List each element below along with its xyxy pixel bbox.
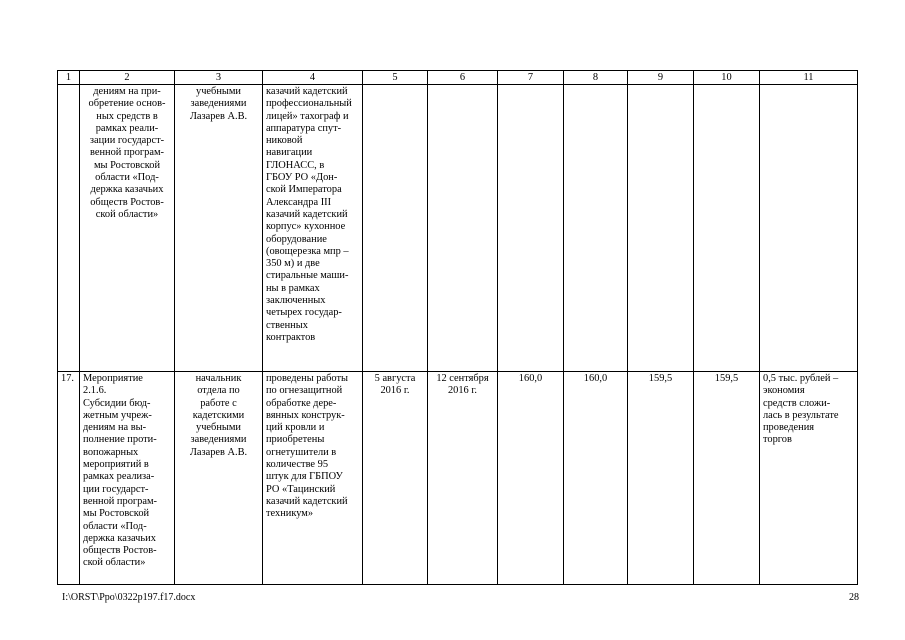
activity-cell: Мероприятие 2.1.6. Субсидии бюд- жетным учреж- дениям на вы- полнение проти- вопожарных мероприятий в рамках реализа- ции государст- венной програм- мы Ростовской области «Под- держка казачьих обществ Ростов- ской области»: [80, 372, 175, 585]
column-header: 11: [760, 71, 858, 85]
column-header: 7: [498, 71, 564, 85]
value-cell: 159,5: [628, 372, 694, 585]
result-cell: проведены работы по огнезащитной обработке дере- вянных конструк- ций кровли и приобретены огнетушители в количестве 95 штук для ГБПОУ РО «Тацинский казачий кадетский техникум»: [263, 372, 363, 585]
value-cell: 160,0: [498, 372, 564, 585]
column-header: 2: [80, 71, 175, 85]
row-number-cell: [58, 85, 80, 372]
note-cell: 0,5 тыс. рублей – экономия средств сложи- лась в результате проведения торгов: [760, 372, 858, 585]
column-header: 10: [694, 71, 760, 85]
column-header: 6: [428, 71, 498, 85]
value-cell: [564, 85, 628, 372]
end-date-cell: [428, 85, 498, 372]
table-row: [58, 372, 858, 585]
column-header: 5: [363, 71, 428, 85]
activity-cell: дениям на при- обретение основ- ных средств в рамках реали- зации государст- венной програм- мы Ростовской области «Под- держка казачьих обществ Ростов- ской области»: [80, 85, 175, 372]
page-number: 28: [849, 592, 859, 603]
column-header: 3: [175, 71, 263, 85]
value-cell: 159,5: [694, 372, 760, 585]
value-cell: [628, 85, 694, 372]
responsible-cell: начальник отдела по работе с кадетскими учебными заведениями Лазарев А.В.: [175, 372, 263, 585]
result-cell: казачий кадетский профессиональный лицей» тахограф и аппаратура спут- никовой навигации ГЛОНАСС, в ГБОУ РО «Дон- ской Императора Александра III казачий кадетский корпус» кухонное оборудование (овощерезка мпр – 350 м) и две стиральные маши- ны в рамках заключенных четырех государ- ственных контрактов: [263, 85, 363, 372]
file-path: I:\ORST\Ppo\0322p197.f17.docx: [62, 592, 196, 603]
note-cell: [760, 85, 858, 372]
start-date-cell: 5 августа 2016 г.: [363, 372, 428, 585]
responsible-cell: учебными заведениями Лазарев А.В.: [175, 85, 263, 372]
start-date-cell: [363, 85, 428, 372]
table-header-row: [58, 71, 858, 85]
column-header: 4: [263, 71, 363, 85]
table-row: [58, 85, 858, 372]
value-cell: [694, 85, 760, 372]
value-cell: 160,0: [564, 372, 628, 585]
row-number-cell: 17.: [58, 372, 80, 585]
program-table: [57, 70, 858, 585]
end-date-cell: 12 сентября 2016 г.: [428, 372, 498, 585]
column-header: 9: [628, 71, 694, 85]
value-cell: [498, 85, 564, 372]
column-header: 1: [58, 71, 80, 85]
column-header: 8: [564, 71, 628, 85]
